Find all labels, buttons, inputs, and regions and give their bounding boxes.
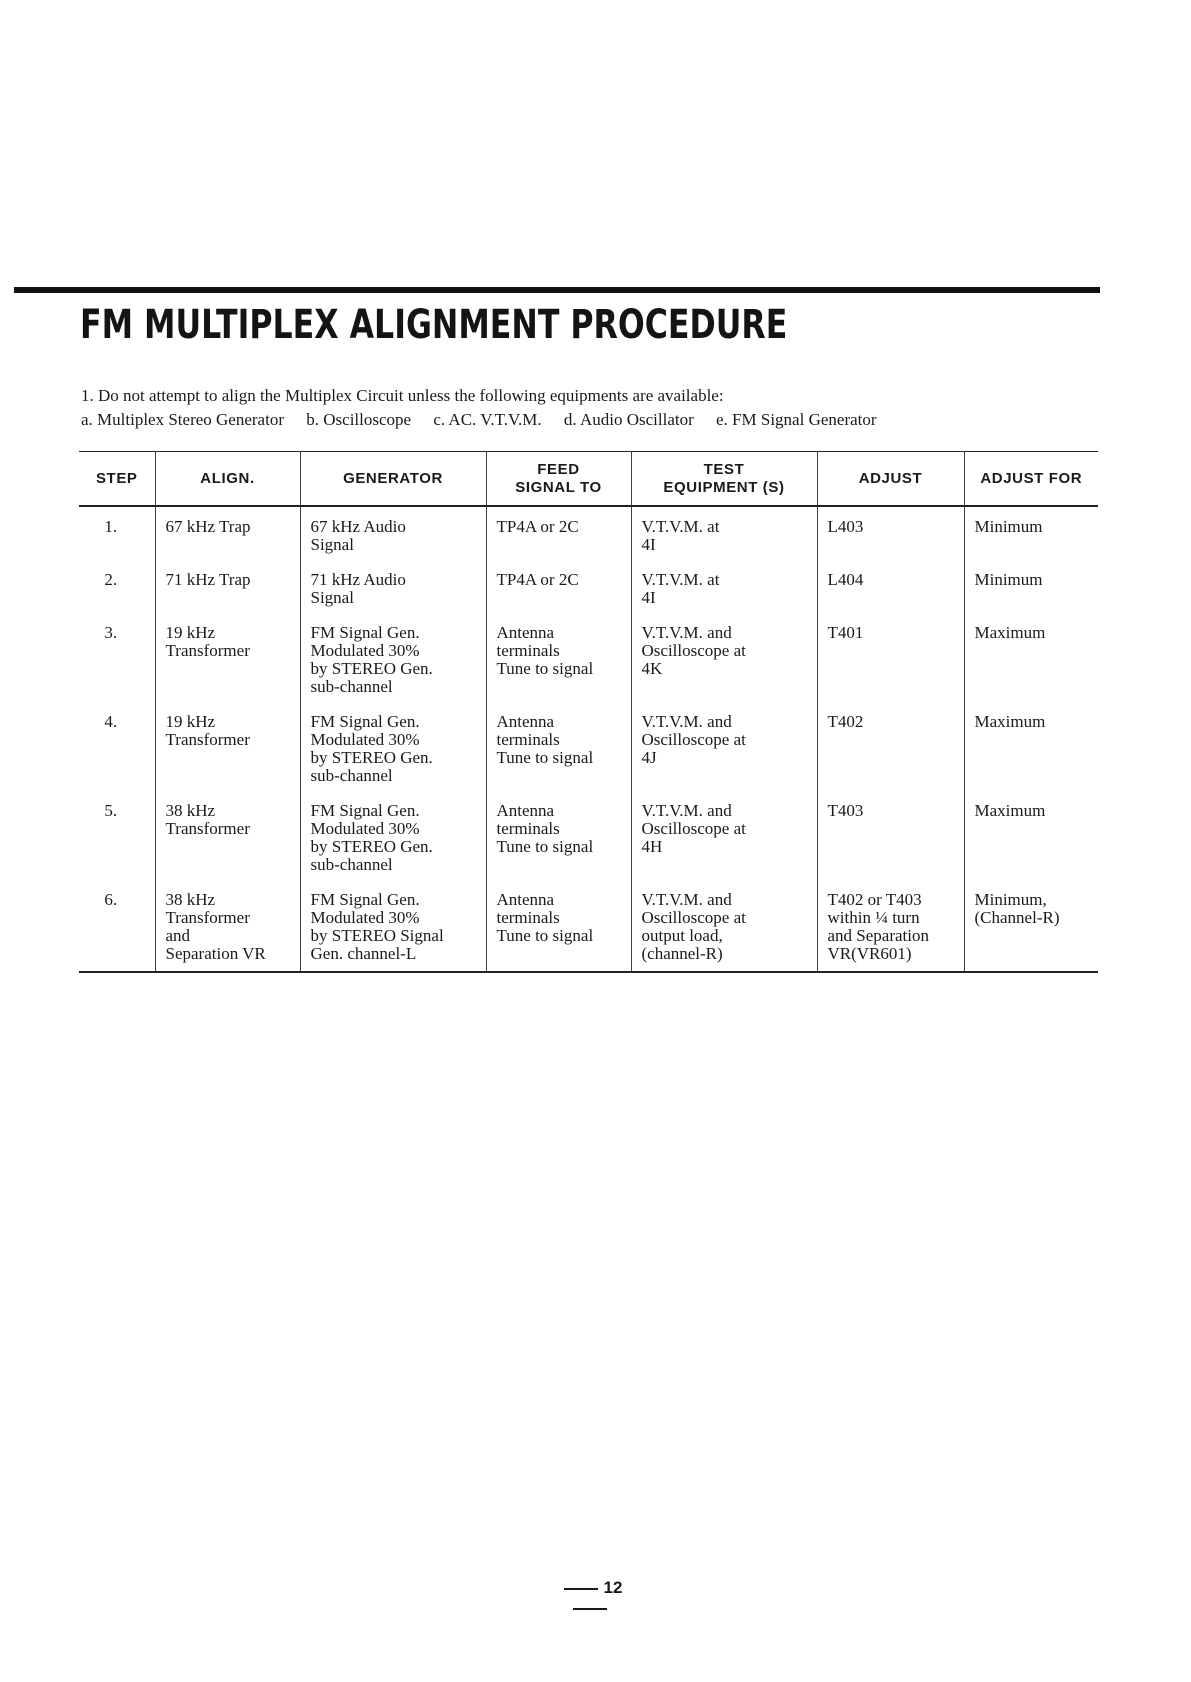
cell-feed: Antenna terminals Tune to signal <box>486 802 631 891</box>
table-row <box>79 713 1098 802</box>
cell-test: V.T.V.M. and Oscilloscope at output load, (channel-R) <box>631 891 817 972</box>
page-number-dash-left <box>564 1588 598 1590</box>
cell-generator: FM Signal Gen. Modulated 30% by STEREO Gen. sub-channel <box>300 713 486 802</box>
equipment-item-c: c. AC. V.T.V.M. <box>433 410 542 429</box>
table-row <box>79 506 1098 571</box>
header-test-equipment: TEST EQUIPMENT (S) <box>631 452 817 507</box>
table-body <box>79 506 1098 972</box>
cell-adjust: T402 <box>817 713 964 802</box>
table-row <box>79 802 1098 891</box>
cell-generator: FM Signal Gen. Modulated 30% by STEREO Signal Gen. channel-L <box>300 891 486 972</box>
cell-adjust-for: Maximum <box>964 802 1098 891</box>
header-feed-signal: FEED SIGNAL TO <box>486 452 631 507</box>
cell-align: 19 kHz Transformer <box>155 624 300 713</box>
cell-step: 5. <box>104 801 118 820</box>
cell-test: V.T.V.M. and Oscilloscope at 4H <box>631 802 817 891</box>
cell-adjust: T403 <box>817 802 964 891</box>
cell-step: 6. <box>104 890 118 909</box>
cell-align: 38 kHz Transformer and Separation VR <box>155 891 300 972</box>
table-row <box>79 571 1098 624</box>
page-number-dash-right <box>573 1608 607 1610</box>
cell-adjust: T402 or T403 within ¼ turn and Separation VR(VR601) <box>817 891 964 972</box>
intro-notes <box>81 384 877 432</box>
header-generator: GENERATOR <box>300 452 486 507</box>
header-adjust-for: ADJUST FOR <box>964 452 1098 507</box>
cell-adjust-for: Maximum <box>964 624 1098 713</box>
cell-test: V.T.V.M. and Oscilloscope at 4K <box>631 624 817 713</box>
cell-adjust-for: Minimum <box>964 506 1098 571</box>
page-number <box>535 1578 645 1618</box>
top-rule <box>14 287 1100 293</box>
header-adjust: ADJUST <box>817 452 964 507</box>
cell-feed: Antenna terminals Tune to signal <box>486 713 631 802</box>
header-step: STEP <box>79 452 155 507</box>
cell-generator: 71 kHz Audio Signal <box>300 571 486 624</box>
cell-feed: TP4A or 2C <box>486 506 631 571</box>
equipment-item-a: a. Multiplex Stereo Generator <box>81 410 284 429</box>
cell-step: 4. <box>104 712 118 731</box>
alignment-table-container <box>79 451 1098 973</box>
cell-step: 3. <box>104 623 118 642</box>
page-title: FM MULTIPLEX ALIGNMENT PROCEDURE <box>80 302 788 348</box>
equipment-item-b: b. Oscilloscope <box>306 410 412 429</box>
header-align: ALIGN. <box>155 452 300 507</box>
table-row <box>79 891 1098 972</box>
cell-adjust-for: Minimum <box>964 571 1098 624</box>
cell-feed: TP4A or 2C <box>486 571 631 624</box>
cell-generator: FM Signal Gen. Modulated 30% by STEREO Gen. sub-channel <box>300 802 486 891</box>
cell-adjust: L404 <box>817 571 964 624</box>
cell-adjust: T401 <box>817 624 964 713</box>
cell-align: 71 kHz Trap <box>155 571 300 624</box>
cell-adjust-for: Minimum, (Channel-R) <box>964 891 1098 972</box>
alignment-table <box>79 451 1098 973</box>
cell-step: 1. <box>104 517 118 536</box>
cell-align: 38 kHz Transformer <box>155 802 300 891</box>
cell-test: V.T.V.M. at 4I <box>631 506 817 571</box>
cell-align: 19 kHz Transformer <box>155 713 300 802</box>
equipment-item-e: e. FM Signal Generator <box>716 410 877 429</box>
equipment-list <box>81 408 877 432</box>
table-header-row <box>79 452 1098 507</box>
cell-feed: Antenna terminals Tune to signal <box>486 891 631 972</box>
cell-test: V.T.V.M. at 4I <box>631 571 817 624</box>
cell-align: 67 kHz Trap <box>155 506 300 571</box>
cell-feed: Antenna terminals Tune to signal <box>486 624 631 713</box>
page-number-value: 12 <box>603 1578 623 1597</box>
cell-step: 2. <box>104 570 118 589</box>
cell-adjust-for: Maximum <box>964 713 1098 802</box>
cell-generator: 67 kHz Audio Signal <box>300 506 486 571</box>
table-row <box>79 624 1098 713</box>
equipment-item-d: d. Audio Oscillator <box>563 410 694 429</box>
intro-note-1: 1. Do not attempt to align the Multiplex Circuit unless the following equipments are available: <box>81 386 724 405</box>
cell-generator: FM Signal Gen. Modulated 30% by STEREO Gen. sub-channel <box>300 624 486 713</box>
cell-adjust: L403 <box>817 506 964 571</box>
cell-test: V.T.V.M. and Oscilloscope at 4J <box>631 713 817 802</box>
